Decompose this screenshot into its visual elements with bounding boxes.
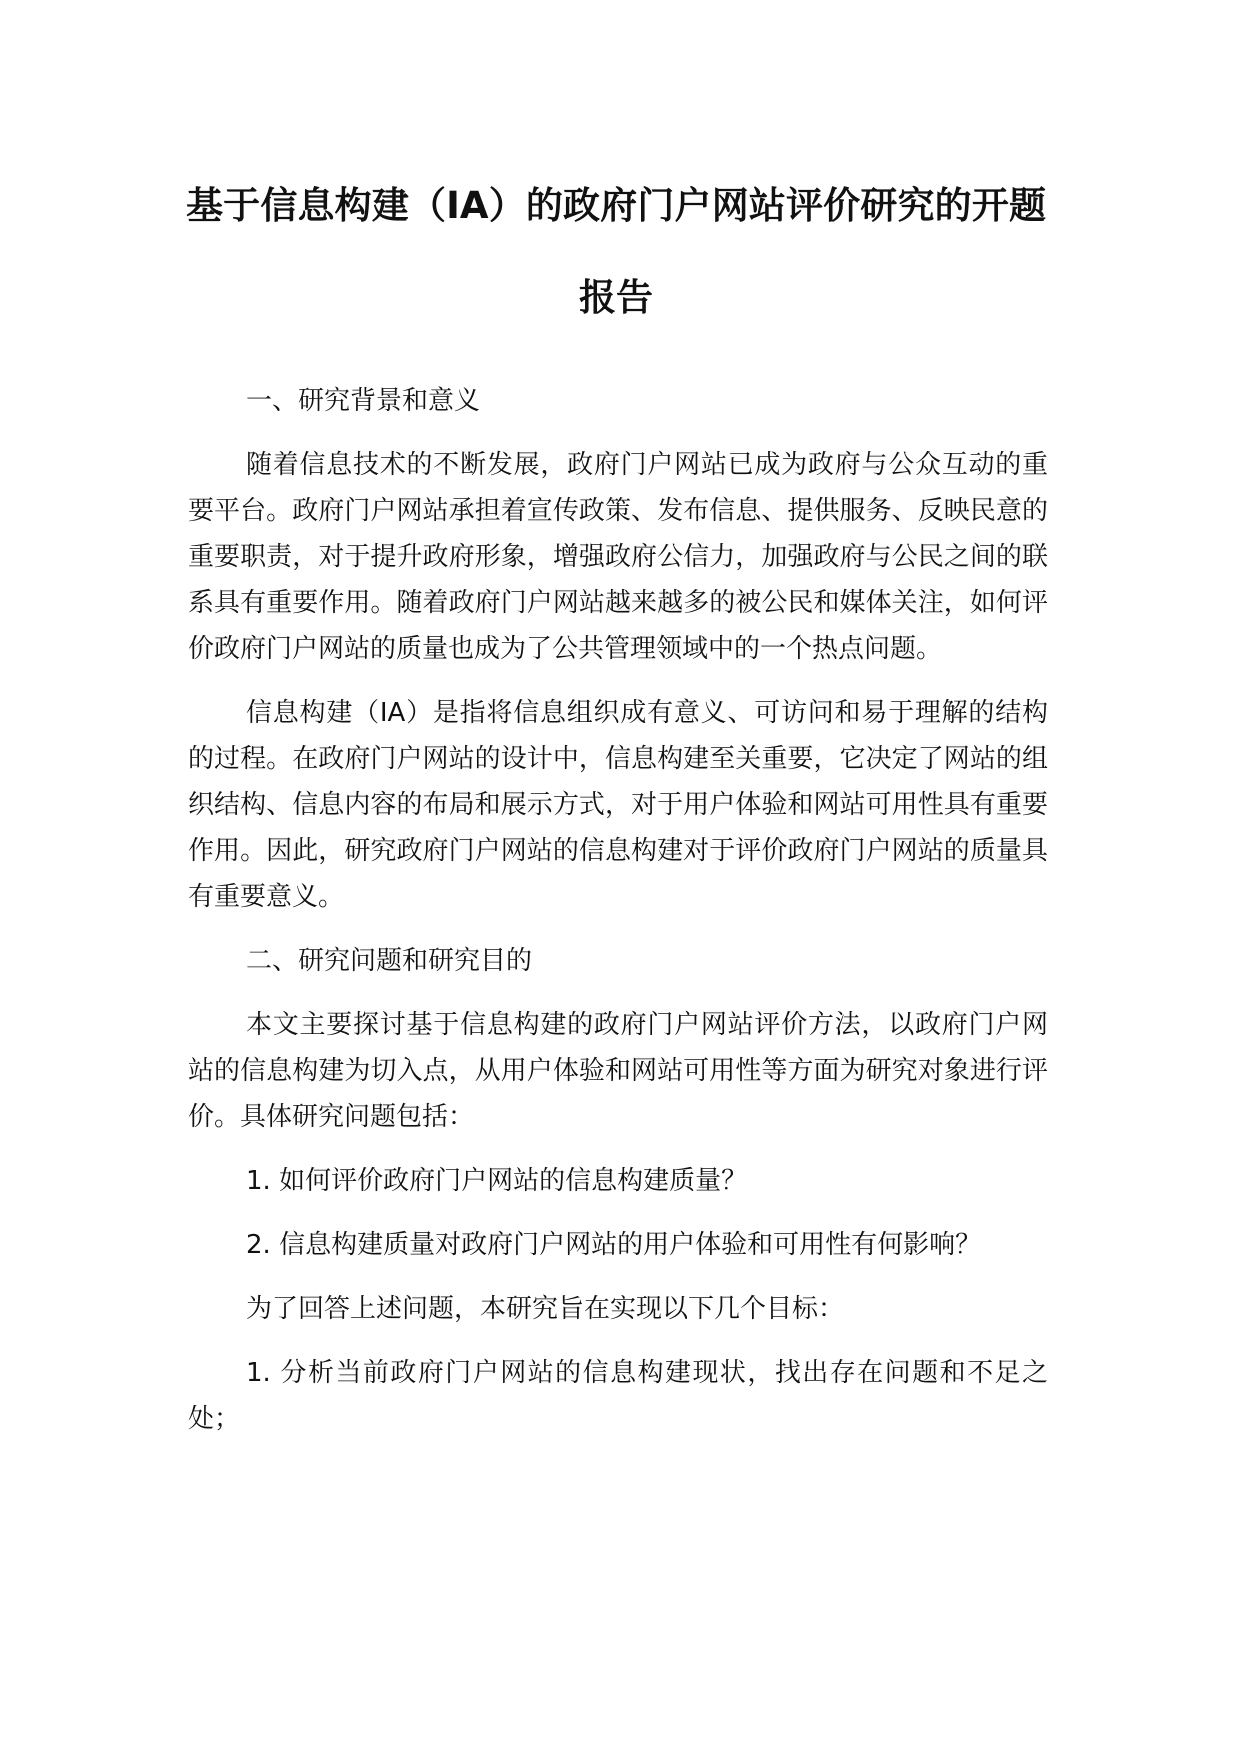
paragraph-research-intro: 本文主要探讨基于信息构建的政府门户网站评价方法，以政府门户网站的信息构建为切入点，从用户体验和网站可用性等方面为研究对象进行评价。具体研究问题包括： <box>188 1010 1048 1132</box>
document-title: 基于信息构建（IA）的政府门户网站评价研究的开题报告 <box>186 184 1046 319</box>
research-question-1: 1. 如何评价政府门户网站的信息构建质量？ <box>246 1166 748 1196</box>
paragraph-ia-definition: 信息构建（IA）是指将信息组织成有意义、可访问和易于理解的结构的过程。在政府门户网站的设计中，信息构建至关重要，它决定了网站的组织结构、信息内容的布局和展示方式，对于用户体验和网站可用性具有重要作用。因此，研究政府门户网站的信息构建对于评价政府门户网站的质量具有重要意义。 <box>188 698 1048 912</box>
research-goal-1: 1. 分析当前政府门户网站的信息构建现状，找出存在问题和不足之处； <box>188 1358 1048 1434</box>
research-question-2: 2. 信息构建质量对政府门户网站的用户体验和可用性有何影响？ <box>246 1230 982 1260</box>
section-heading-questions: 二、研究问题和研究目的 <box>246 946 533 976</box>
document-body <box>188 378 1048 1460</box>
paragraph-background: 随着信息技术的不断发展，政府门户网站已成为政府与公众互动的重要平台。政府门户网站承担着宣传政策、发布信息、提供服务、反映民意的重要职责，对于提升政府形象，增强政府公信力，加强政府与公民之间的联系具有重要作用。随着政府门户网站越来越多的被公民和媒体关注，如何评价政府门户网站的质量也成为了公共管理领域中的一个热点问题。 <box>188 450 1048 664</box>
paragraph-goals-intro: 为了回答上述问题，本研究旨在实现以下几个目标： <box>246 1294 845 1324</box>
section-heading-background: 一、研究背景和意义 <box>246 386 481 416</box>
